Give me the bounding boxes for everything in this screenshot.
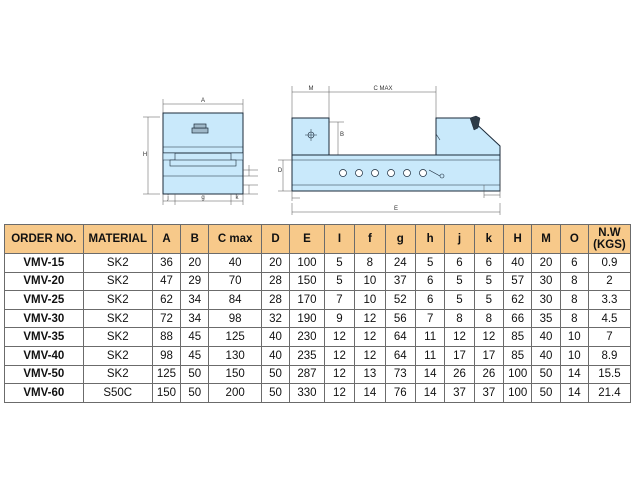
table-cell: 8 — [560, 309, 588, 328]
table-cell: 8 — [474, 309, 503, 328]
table-cell: 5 — [474, 272, 503, 291]
table-cell: SK2 — [83, 328, 152, 347]
table-cell: 98 — [152, 346, 180, 365]
table-cell: 30 — [532, 272, 560, 291]
table-cell: 40 — [209, 254, 261, 273]
table-cell: 40 — [504, 254, 532, 273]
table-cell: 5 — [445, 291, 474, 310]
column-header: O — [560, 225, 588, 254]
table-cell: 5 — [445, 272, 474, 291]
table-cell: 10 — [560, 328, 588, 347]
table-row — [5, 328, 631, 347]
table-cell: 85 — [504, 328, 532, 347]
table-cell: 170 — [290, 291, 325, 310]
column-header: M — [532, 225, 560, 254]
table-cell: 50 — [532, 384, 560, 403]
table-cell: 98 — [209, 309, 261, 328]
column-header: f — [355, 225, 385, 254]
table-cell: 11 — [415, 346, 444, 365]
table-cell: 88 — [152, 328, 180, 347]
table-cell: 29 — [181, 272, 209, 291]
table-cell: 52 — [385, 291, 415, 310]
column-header: N.W (KGS) — [588, 225, 630, 254]
table-cell: 150 — [152, 384, 180, 403]
table-cell: 70 — [209, 272, 261, 291]
table-cell: 73 — [385, 365, 415, 384]
table-cell: 14 — [355, 384, 385, 403]
vise-technical-drawing — [0, 0, 640, 222]
front-view — [143, 98, 258, 205]
table-cell: 50 — [181, 384, 209, 403]
column-header: B — [181, 225, 209, 254]
table-cell: 6 — [474, 254, 503, 273]
table-cell: 20 — [261, 254, 289, 273]
column-header: E — [290, 225, 325, 254]
table-cell: 125 — [152, 365, 180, 384]
table-cell: 12 — [355, 328, 385, 347]
dim-label-a: A — [200, 98, 206, 104]
table-cell: 8.9 — [588, 346, 630, 365]
table-cell: 15.5 — [588, 365, 630, 384]
table-cell: 5 — [324, 272, 354, 291]
table-row — [5, 309, 631, 328]
table-cell: 8 — [560, 291, 588, 310]
table-row — [5, 365, 631, 384]
table-cell: 7 — [588, 328, 630, 347]
order-number-cell: VMV-20 — [5, 272, 84, 291]
dim-label-d: D — [277, 168, 283, 174]
table-cell: 235 — [290, 346, 325, 365]
table-cell: 200 — [209, 384, 261, 403]
table-cell: 84 — [209, 291, 261, 310]
table-cell: 40 — [532, 346, 560, 365]
table-cell: 28 — [261, 291, 289, 310]
table-cell: 62 — [152, 291, 180, 310]
table-cell: SK2 — [83, 254, 152, 273]
table-cell: 85 — [504, 346, 532, 365]
table-cell: 14 — [560, 365, 588, 384]
table-cell: 66 — [504, 309, 532, 328]
table-cell: 34 — [181, 309, 209, 328]
table-cell: 37 — [474, 384, 503, 403]
dim-label-c-max: C MAX — [373, 86, 393, 92]
column-header: j — [445, 225, 474, 254]
table-row — [5, 254, 631, 273]
table-cell: 20 — [181, 254, 209, 273]
table-cell: 20 — [532, 254, 560, 273]
table-cell: 12 — [355, 346, 385, 365]
table-cell: 100 — [290, 254, 325, 273]
table-cell: 28 — [261, 272, 289, 291]
table-cell: 100 — [504, 365, 532, 384]
table-cell: 100 — [504, 384, 532, 403]
table-cell: 12 — [324, 365, 354, 384]
table-cell: 6 — [415, 291, 444, 310]
dim-label-k: k — [235, 195, 239, 201]
table-cell: 10 — [355, 291, 385, 310]
table-cell: SK2 — [83, 346, 152, 365]
table-cell: 36 — [152, 254, 180, 273]
table-cell: 45 — [181, 328, 209, 347]
order-number-cell: VMV-50 — [5, 365, 84, 384]
table-cell: 57 — [504, 272, 532, 291]
table-cell: 37 — [385, 272, 415, 291]
table-cell: 50 — [181, 365, 209, 384]
table-cell: 26 — [474, 365, 503, 384]
table-cell: 11 — [415, 328, 444, 347]
table-cell: 150 — [290, 272, 325, 291]
table-cell: 32 — [261, 309, 289, 328]
table-cell: 50 — [261, 365, 289, 384]
column-header: g — [385, 225, 415, 254]
table-cell: 21.4 — [588, 384, 630, 403]
table-row — [5, 291, 631, 310]
table-cell: 76 — [385, 384, 415, 403]
table-cell: 12 — [324, 346, 354, 365]
table-row — [5, 384, 631, 403]
spec-table — [4, 224, 631, 403]
dim-label-b: B — [339, 132, 345, 138]
table-cell: 17 — [445, 346, 474, 365]
table-cell: 190 — [290, 309, 325, 328]
table-body — [5, 254, 631, 403]
order-number-cell: VMV-60 — [5, 384, 84, 403]
order-number-cell: VMV-15 — [5, 254, 84, 273]
column-header: h — [415, 225, 444, 254]
table-cell: 13 — [355, 365, 385, 384]
table-cell: 0.9 — [588, 254, 630, 273]
table-cell: 6 — [445, 254, 474, 273]
table-cell: 56 — [385, 309, 415, 328]
table-cell: 62 — [504, 291, 532, 310]
table-cell: 5 — [324, 254, 354, 273]
table-cell: 7 — [415, 309, 444, 328]
column-header: A — [152, 225, 180, 254]
table-cell: 10 — [560, 346, 588, 365]
table-cell: 130 — [209, 346, 261, 365]
column-header: MATERIAL — [83, 225, 152, 254]
table-cell: 12 — [355, 309, 385, 328]
table-cell: 72 — [152, 309, 180, 328]
table-cell: 34 — [181, 291, 209, 310]
table-cell: 26 — [445, 365, 474, 384]
side-view — [278, 86, 500, 215]
table-cell: 40 — [261, 328, 289, 347]
table-cell: 35 — [532, 309, 560, 328]
dim-label-m: M — [308, 86, 314, 92]
table-cell: 47 — [152, 272, 180, 291]
table-cell: 10 — [355, 272, 385, 291]
table-cell: SK2 — [83, 291, 152, 310]
table-cell: 8 — [445, 309, 474, 328]
table-cell: 30 — [532, 291, 560, 310]
dim-label-e: E — [393, 206, 399, 212]
table-cell: 12 — [324, 328, 354, 347]
table-cell: 24 — [385, 254, 415, 273]
order-number-cell: VMV-25 — [5, 291, 84, 310]
table-cell: 230 — [290, 328, 325, 347]
order-number-cell: VMV-30 — [5, 309, 84, 328]
order-number-cell: VMV-40 — [5, 346, 84, 365]
table-header-row — [5, 225, 631, 254]
column-header: H — [504, 225, 532, 254]
table-cell: 14 — [415, 384, 444, 403]
table-cell: 150 — [209, 365, 261, 384]
table-cell: 8 — [560, 272, 588, 291]
dim-label-j: j — [167, 195, 169, 201]
table-cell: 14 — [415, 365, 444, 384]
table-cell: 64 — [385, 328, 415, 347]
table-cell: 45 — [181, 346, 209, 365]
dim-label-h: H — [142, 152, 148, 158]
column-header: D — [261, 225, 289, 254]
table-cell: 8 — [355, 254, 385, 273]
table-cell: 2 — [588, 272, 630, 291]
column-header: k — [474, 225, 503, 254]
table-row — [5, 346, 631, 365]
table-cell: 287 — [290, 365, 325, 384]
table-row — [5, 272, 631, 291]
table-cell: 40 — [532, 328, 560, 347]
table-cell: SK2 — [83, 272, 152, 291]
table-cell: 6 — [560, 254, 588, 273]
table-cell: 17 — [474, 346, 503, 365]
table-cell: SK2 — [83, 365, 152, 384]
table-cell: 50 — [261, 384, 289, 403]
table-cell: SK2 — [83, 309, 152, 328]
table-cell: 12 — [474, 328, 503, 347]
table-cell: 3.3 — [588, 291, 630, 310]
column-header: C max — [209, 225, 261, 254]
table-cell: S50C — [83, 384, 152, 403]
table-cell: 7 — [324, 291, 354, 310]
table-cell: 12 — [445, 328, 474, 347]
table-cell: 5 — [474, 291, 503, 310]
table-cell: 330 — [290, 384, 325, 403]
table-cell: 64 — [385, 346, 415, 365]
table-cell: 9 — [324, 309, 354, 328]
table-cell: 40 — [261, 346, 289, 365]
column-header: I — [324, 225, 354, 254]
table-cell: 50 — [532, 365, 560, 384]
column-header: ORDER NO. — [5, 225, 84, 254]
dim-label-g: g — [201, 195, 205, 201]
table-cell: 12 — [324, 384, 354, 403]
table-cell: 6 — [415, 272, 444, 291]
table-cell: 37 — [445, 384, 474, 403]
table-cell: 5 — [415, 254, 444, 273]
table-cell: 4.5 — [588, 309, 630, 328]
order-number-cell: VMV-35 — [5, 328, 84, 347]
table-cell: 125 — [209, 328, 261, 347]
table-cell: 14 — [560, 384, 588, 403]
